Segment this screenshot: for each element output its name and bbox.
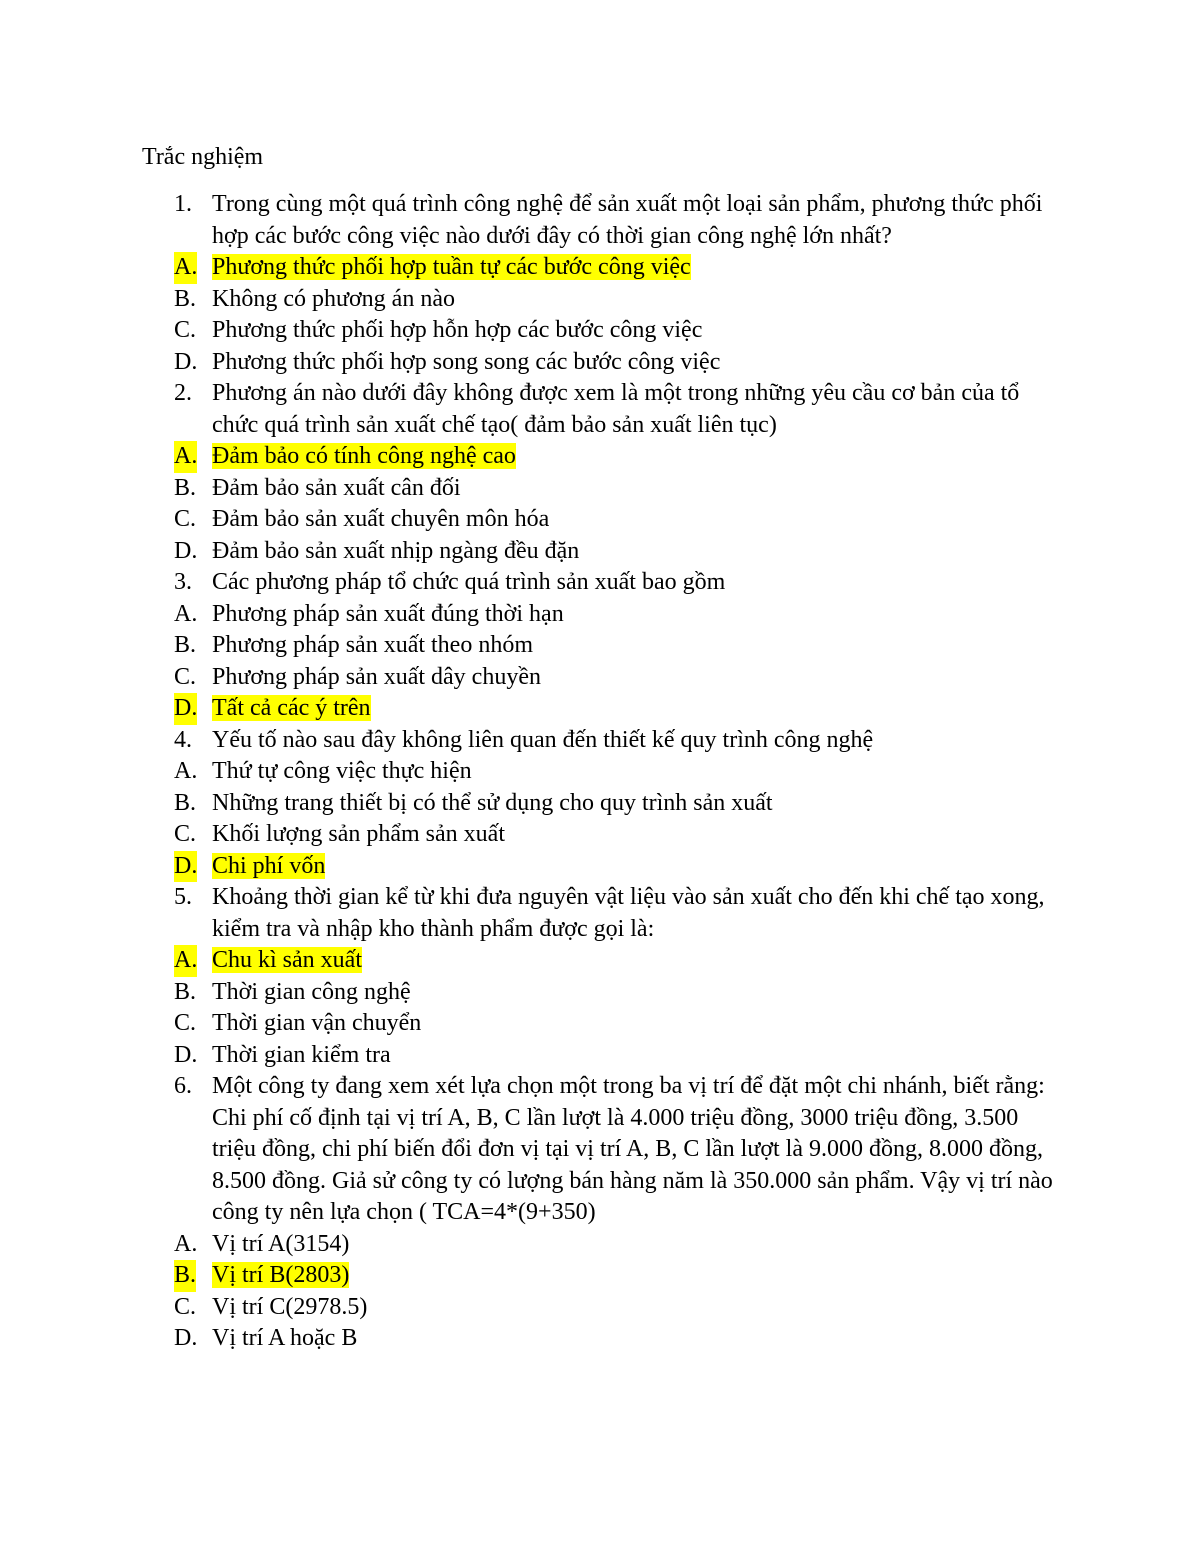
answer-option — [174, 536, 1054, 568]
answer-option-text: Phương pháp sản xuất dây chuyền — [212, 663, 541, 690]
answer-option-text: Phương thức phối hợp song song các bước công việc — [212, 348, 721, 375]
answer-option-text: Thời gian vận chuyển — [212, 1010, 422, 1036]
answer-option-text: Phương thức phối hợp hỗn hợp các bước công việc — [212, 317, 703, 343]
answer-option-marker: B. — [174, 789, 197, 816]
question-6-marker: 6. — [174, 1073, 192, 1099]
answer-option-text: Những trang thiết bị có thể sử dụng cho quy trình sản xuất — [212, 789, 773, 816]
answer-option — [174, 441, 1054, 473]
question-4-marker: 4. — [174, 726, 192, 753]
answer-option-text: Đảm bảo sản xuất chuyên môn hóa — [212, 506, 550, 532]
answer-option-marker: D. — [174, 693, 197, 725]
answer-option-marker: A. — [174, 252, 197, 284]
answer-option — [174, 1292, 1054, 1324]
answer-option-text: Thời gian công nghệ — [212, 978, 411, 1005]
answer-option-marker: C. — [174, 506, 197, 532]
answer-option-marker: D. — [174, 851, 197, 883]
answer-option — [174, 1008, 1054, 1040]
answer-option-marker: B. — [174, 1260, 196, 1292]
answer-option-text: Vị trí A(3154) — [212, 1230, 350, 1257]
answer-option-marker: A. — [174, 945, 197, 977]
answer-option-marker: B. — [174, 632, 197, 658]
answer-option — [174, 1323, 1054, 1355]
question-4 — [174, 725, 1054, 757]
answer-option-marker: B. — [174, 978, 197, 1005]
answer-option-text: Tất cả các ý trên — [212, 695, 371, 721]
answer-option-marker: A. — [174, 441, 197, 473]
question-5-text: Khoảng thời gian kể từ khi đưa nguyên vật liệu vào sản xuất cho đến khi chế tạo xong, kiểm tra và nhập kho thành phẩm được gọi là: — [212, 884, 1045, 942]
question-list — [174, 189, 1054, 1355]
answer-option — [174, 284, 1054, 316]
answer-option — [174, 315, 1054, 347]
answer-option — [174, 252, 1054, 284]
answer-option-text: Đảm bảo sản xuất cân đối — [212, 474, 461, 501]
question-2-text: Phương án nào dưới đây không được xem là một trong những yêu cầu cơ bản của tổ chức quá trình sản xuất chế tạo( đảm bảo sản xuất liên tục) — [212, 380, 1020, 438]
question-6 — [174, 1071, 1054, 1229]
answer-option-marker: C. — [174, 317, 197, 343]
answer-option-text: Thời gian kiểm tra — [212, 1041, 391, 1068]
answer-option-marker: A. — [174, 758, 198, 784]
answer-option — [174, 819, 1054, 851]
answer-option-marker: D. — [174, 537, 198, 564]
answer-option-text: Vị trí C(2978.5) — [212, 1293, 368, 1320]
question-4-text: Yếu tố nào sau đây không liên quan đến thiết kế quy trình công nghệ — [212, 726, 874, 753]
answer-option-text: Phương pháp sản xuất theo nhóm — [212, 632, 533, 658]
question-1 — [174, 189, 1054, 252]
answer-option-marker: C. — [174, 1293, 197, 1320]
question-3-text: Các phương pháp tổ chức quá trình sản xuất bao gồm — [212, 569, 726, 595]
answer-option-marker: A. — [174, 1230, 198, 1257]
answer-option-marker: C. — [174, 821, 197, 847]
answer-option-text: Đảm bảo có tính công nghệ cao — [212, 443, 516, 469]
question-1-text: Trong cùng một quá trình công nghệ để sản xuất một loại sản phẩm, phương thức phối hợp các bước công việc nào dưới đây có thời gian công nghệ lớn nhất? — [212, 191, 1043, 249]
answer-option — [174, 1040, 1054, 1072]
question-2 — [174, 378, 1054, 441]
answer-option-marker: D. — [174, 348, 198, 375]
answer-option — [174, 504, 1054, 536]
answer-option-text: Khối lượng sản phẩm sản xuất — [212, 821, 505, 847]
answer-option — [174, 347, 1054, 379]
question-2-marker: 2. — [174, 380, 192, 406]
question-6-text: Một công ty đang xem xét lựa chọn một trong ba vị trí để đặt một chi nhánh, biết rằng: Chi phí cố định tại vị trí A, B, C lần lượt là 4.000 triệu đồng, 3000 triệu đồng, 3.500 triệu đồng, chi phí biến đổi đơn vị tại vị trí A, B, C lần lượt là 9.000 đồng, 8.000 đồng, 8.500 đồng. Giả sử công ty có lượng bán hàng năm là 350.000 sản phẩm. Vậy vị trí nào công ty nên lựa chọn ( TCA=4*(9+350) — [212, 1073, 1053, 1225]
answer-option-text: Phương pháp sản xuất đúng thời hạn — [212, 600, 564, 627]
answer-option — [174, 945, 1054, 977]
question-5-marker: 5. — [174, 884, 192, 910]
answer-option — [174, 977, 1054, 1009]
document-heading: Trắc nghiệm — [142, 144, 264, 170]
answer-option-marker: B. — [174, 474, 197, 501]
answer-option-marker: D. — [174, 1325, 198, 1351]
answer-option — [174, 1229, 1054, 1261]
question-3-marker: 3. — [174, 569, 192, 595]
answer-option — [174, 630, 1054, 662]
answer-option-marker: C. — [174, 663, 197, 690]
answer-option-text: Không có phương án nào — [212, 285, 455, 312]
answer-option — [174, 473, 1054, 505]
answer-option-text: Chi phí vốn — [212, 852, 326, 879]
question-1-marker: 1. — [174, 191, 192, 217]
question-3 — [174, 567, 1054, 599]
answer-option-marker: D. — [174, 1041, 198, 1068]
answer-option-text: Thứ tự công việc thực hiện — [212, 758, 472, 784]
answer-option — [174, 599, 1054, 631]
answer-option — [174, 662, 1054, 694]
answer-option-marker: C. — [174, 1010, 197, 1036]
answer-option-marker: A. — [174, 600, 198, 627]
answer-option — [174, 851, 1054, 883]
answer-option-text: Chu kì sản xuất — [212, 947, 362, 973]
answer-option — [174, 1260, 1054, 1292]
answer-option-text: Vị trí A hoặc B — [212, 1325, 358, 1351]
answer-option-marker: B. — [174, 285, 197, 312]
answer-option-text: Vị trí B(2803) — [212, 1262, 350, 1288]
question-5 — [174, 882, 1054, 945]
answer-option — [174, 693, 1054, 725]
answer-option — [174, 756, 1054, 788]
answer-option — [174, 788, 1054, 820]
answer-option-text: Đảm bảo sản xuất nhịp ngàng đều đặn — [212, 537, 580, 564]
answer-option-text: Phương thức phối hợp tuần tự các bước công việc — [212, 254, 691, 280]
